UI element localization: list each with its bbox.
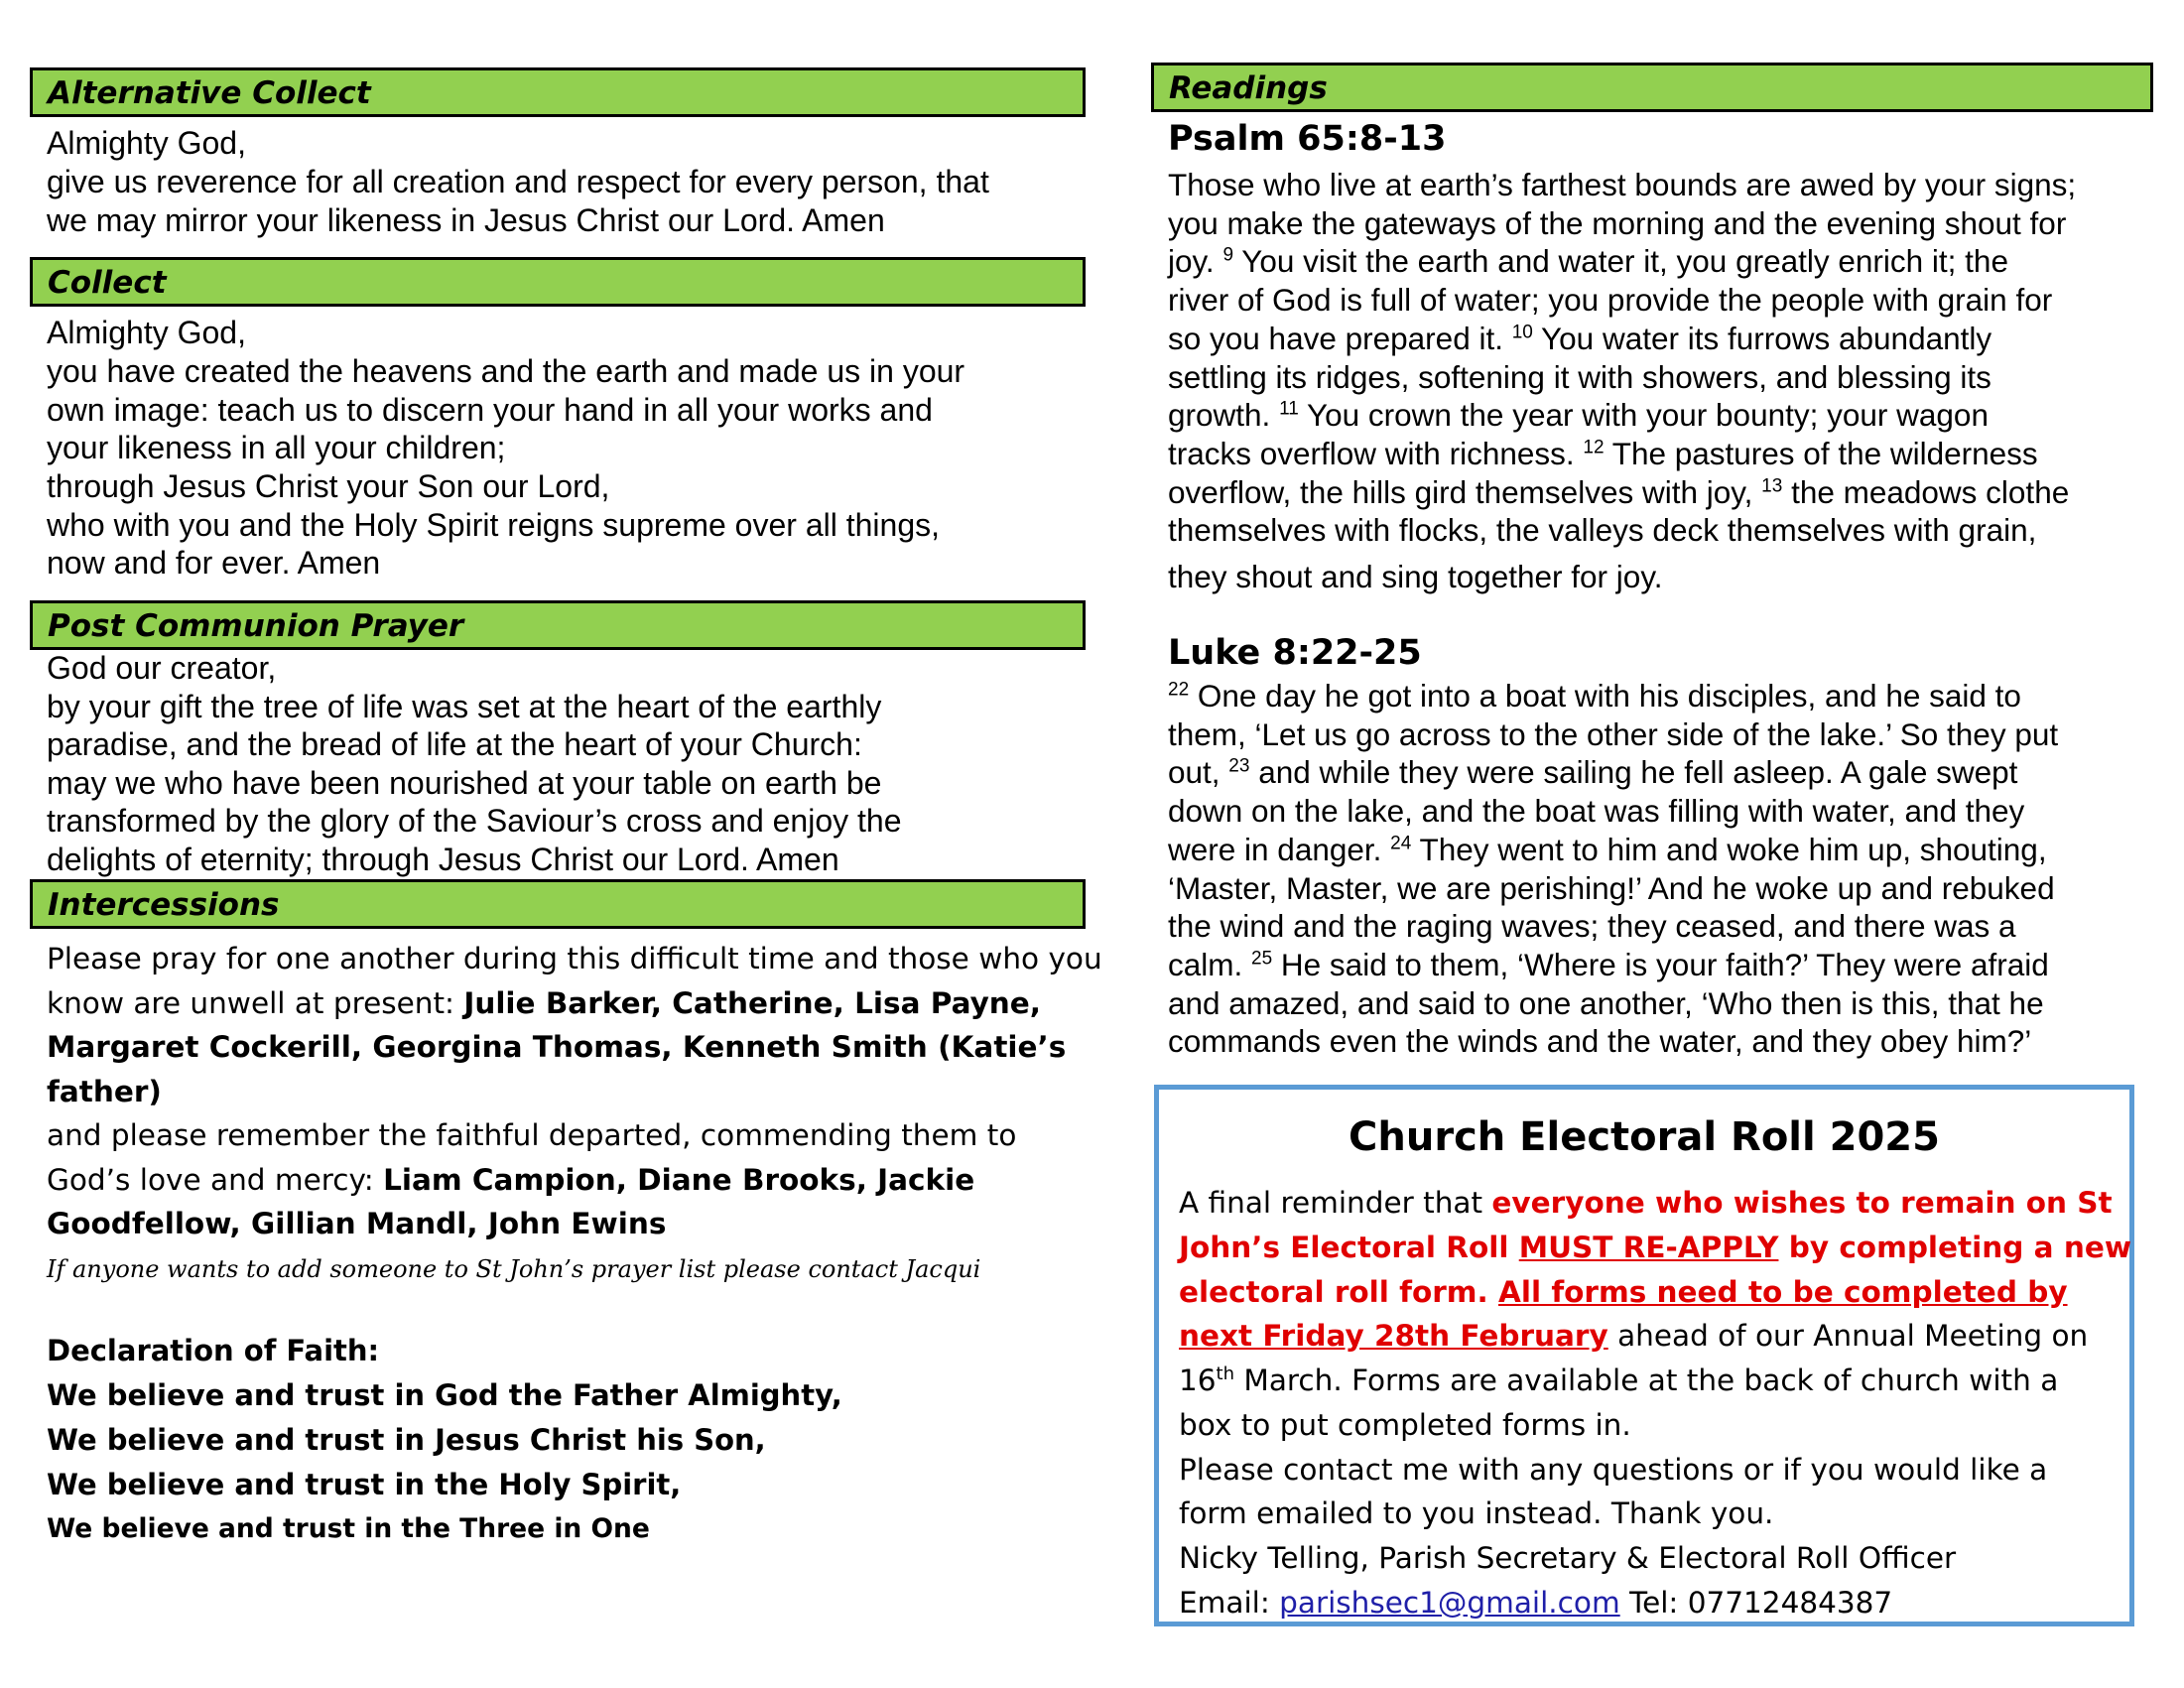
alt-collect-line: give us reverence for all creation and respect for every person, that — [47, 164, 989, 199]
deadline-date: next Friday 28th February — [1179, 1319, 1608, 1353]
roll-line — [1179, 1270, 2068, 1315]
alt-collect-line: we may mirror your likeness in Jesus Christ our Lord. Amen — [47, 202, 885, 238]
intercessions-heading — [30, 879, 1086, 929]
reading-text: were in danger. — [1168, 831, 1391, 867]
reading-line: settling its ridges, softening it with showers, and blessing its — [1168, 358, 1991, 395]
reading-text: One day he got into a boat with his disciples, and he said to — [1189, 678, 2021, 714]
roll-line — [1179, 1359, 2058, 1403]
roll-emphasis: everyone who wishes to remain on St — [1491, 1186, 2113, 1220]
declaration-title: Declaration of Faith: — [47, 1334, 380, 1367]
unwell-names: Julie Barker, Catherine, Lisa Payne, — [463, 986, 1042, 1020]
roll-contact-line — [1179, 1581, 1892, 1625]
collect-heading-text: Collect — [48, 265, 167, 301]
unwell-names: Margaret Cockerill, Georgina Thomas, Kenneth Smith (Katie’s — [47, 1030, 1067, 1064]
electoral-roll-title: Church Electoral Roll 2025 — [1349, 1114, 1940, 1160]
email-label: Email: — [1179, 1586, 1280, 1620]
reading-text: and while they were sailing he fell asleep. A gale swept — [1249, 754, 2018, 791]
intercessions-line — [47, 1070, 1086, 1114]
reading-line — [1168, 677, 2021, 715]
psalm-reference: Psalm 65:8-13 — [1168, 119, 1447, 159]
reading-text: tracks overflow with richness. — [1168, 435, 1584, 471]
electoral-roll-notice — [1154, 1085, 2134, 1626]
reading-line: down on the lake, and the boat was filling with water, and they — [1168, 793, 2025, 830]
intercessions-text: know are unwell at present: — [47, 986, 464, 1020]
verse-number: 22 — [1168, 679, 1190, 701]
intercessions-heading-text: Intercessions — [48, 887, 280, 923]
intercessions-line — [47, 1158, 1086, 1203]
collect-line: your likeness in all your children; — [47, 430, 506, 465]
declaration-line: We believe and trust in Jesus Christ his Son, — [47, 1423, 766, 1457]
post-communion-line: by your gift the tree of life was set at the heart of the earthly — [47, 689, 882, 724]
reading-line — [1168, 320, 1991, 358]
roll-text: 16 — [1179, 1363, 1217, 1397]
readings-heading-text: Readings — [1169, 70, 1328, 106]
reading-text: You visit the earth and water it, you greatly enrich it; the — [1233, 243, 2008, 280]
reading-line: them, ‘Let us go across to the other side of the lake.’ So they put — [1168, 715, 2059, 752]
collect-heading — [30, 257, 1086, 307]
post-communion-line: God our creator, — [47, 650, 277, 686]
collect-line: who with you and the Holy Spirit reigns supreme over all things, — [47, 507, 940, 543]
reading-text: the meadows clothe — [1782, 473, 2070, 510]
alt-collect-line: Almighty God, — [47, 125, 246, 161]
reading-text: calm. — [1168, 946, 1252, 982]
reading-text: joy. — [1168, 243, 1223, 280]
post-communion-line: transformed by the glory of the Saviour’s cross and enjoy the — [47, 803, 902, 839]
reading-line — [1168, 473, 2069, 512]
collect-line: you have created the heavens and the earth and made us in your — [47, 353, 965, 389]
roll-line: Please contact me with any questions or if you would like a — [1179, 1453, 2048, 1487]
reading-text: so you have prepared it. — [1168, 320, 1512, 356]
reading-line — [1168, 753, 2017, 792]
intercessions-line — [47, 981, 1086, 1026]
collect-line: own image: teach us to discern your hand in all your works and — [47, 392, 933, 428]
post-communion-heading-text: Post Communion Prayer — [48, 608, 464, 644]
deadline-emphasis: All forms need to be completed by — [1498, 1275, 2068, 1309]
roll-emphasis: by completing a new — [1778, 1231, 2132, 1264]
roll-text: ahead of our Annual Meeting on — [1607, 1319, 2089, 1353]
reading-line: they shout and sing together for joy. — [1168, 559, 1663, 594]
declaration-line: We believe and trust in the Holy Spirit, — [47, 1468, 682, 1501]
reading-line: river of God is full of water; you provide the people with grain for — [1168, 282, 2053, 319]
intercessions-line: and please remember the faithful departed, commending them to — [47, 1118, 1017, 1152]
must-reapply-emphasis: MUST RE-APPLY — [1518, 1231, 1779, 1264]
verse-number: 11 — [1279, 398, 1299, 420]
roll-text: March. Forms are available at the back of church with a — [1234, 1363, 2059, 1397]
reading-text: You crown the year with your bounty; your wagon — [1298, 397, 1989, 434]
reading-line: and amazed, and said to one another, ‘Who then is this, that he — [1168, 984, 2044, 1021]
roll-text: A final reminder that — [1179, 1186, 1492, 1220]
verse-number: 23 — [1228, 755, 1250, 777]
roll-line — [1179, 1226, 2131, 1270]
unwell-names: father) — [47, 1075, 162, 1108]
roll-line: box to put completed forms in. — [1179, 1408, 1631, 1442]
alternative-collect-heading — [30, 67, 1086, 117]
verse-number: 13 — [1761, 475, 1783, 497]
verse-number: 10 — [1511, 322, 1533, 343]
intercessions-line — [47, 1202, 1086, 1246]
readings-heading — [1151, 63, 2153, 112]
reading-line — [1168, 242, 2008, 281]
alternative-collect-heading-text: Alternative Collect — [48, 75, 371, 111]
reading-text: The pastures of the wilderness — [1604, 435, 2038, 471]
reading-line: you make the gateways of the morning and the evening shout for — [1168, 204, 2067, 241]
reading-text: He said to them, ‘Where is your faith?’ They were afraid — [1272, 946, 2049, 982]
collect-line: Almighty God, — [47, 315, 246, 350]
phone-number: Tel: 07712484387 — [1619, 1586, 1893, 1620]
departed-names: Goodfellow, Gillian Mandl, John Ewins — [47, 1207, 667, 1240]
verse-number: 9 — [1222, 244, 1234, 266]
reading-line: the wind and the raging waves; they ceased, and there was a — [1168, 908, 2016, 945]
roll-signature: Nicky Telling, Parish Secretary & Electoral Roll Officer — [1179, 1541, 1957, 1575]
declaration-line: We believe and trust in the Three in One — [47, 1513, 650, 1544]
reading-line: ‘Master, Master, we are perishing!’ And he woke up and rebuked — [1168, 869, 2055, 906]
reading-line: Those who live at earth’s farthest bounds are awed by your signs; — [1168, 167, 2077, 202]
reading-text: You water its furrows abundantly — [1532, 320, 1992, 356]
reading-line: themselves with flocks, the valleys deck themselves with grain, — [1168, 512, 2037, 549]
roll-emphasis: John’s Electoral Roll — [1179, 1231, 1519, 1264]
verse-number: 25 — [1251, 948, 1273, 970]
intercessions-line — [47, 1025, 1086, 1070]
declaration-line: We believe and trust in God the Father Almighty, — [47, 1378, 842, 1412]
roll-emphasis: electoral roll form. — [1179, 1275, 1498, 1309]
reading-text: out, — [1168, 754, 1229, 791]
roll-line — [1179, 1314, 2088, 1359]
post-communion-heading — [30, 600, 1086, 650]
intercessions-text: God’s love and mercy: — [47, 1163, 384, 1197]
verse-number: 24 — [1390, 833, 1412, 854]
post-communion-line: paradise, and the bread of life at the heart of your Church: — [47, 726, 862, 762]
reading-line — [1168, 946, 2049, 984]
reading-line — [1168, 435, 2038, 473]
collect-line: now and for ever. Amen — [47, 545, 381, 581]
reading-line: commands even the winds and the water, and they obey him?’ — [1168, 1023, 2032, 1060]
post-communion-line: delights of eternity; through Jesus Christ our Lord. Amen — [47, 842, 839, 877]
ordinal-suffix: th — [1216, 1363, 1235, 1385]
verse-number: 12 — [1583, 437, 1605, 458]
collect-line: through Jesus Christ your Son our Lord, — [47, 468, 610, 504]
reading-text: They went to him and woke him up, shouting, — [1411, 831, 2047, 867]
email-link[interactable]: parishsec1@gmail.com — [1279, 1586, 1620, 1620]
intercessions-line: Please pray for one another during this difficult time and those who you — [47, 942, 1102, 975]
luke-reference: Luke 8:22-25 — [1168, 633, 1422, 673]
reading-text: growth. — [1168, 397, 1280, 434]
roll-line: form emailed to you instead. Thank you. — [1179, 1496, 1774, 1530]
reading-line — [1168, 831, 2047, 869]
post-communion-line: may we who have been nourished at your table on earth be — [47, 765, 882, 801]
reading-line — [1168, 396, 1989, 435]
departed-names: Liam Campion, Diane Brooks, Jackie — [383, 1163, 975, 1197]
prayer-list-note: If anyone wants to add someone to St John’s prayer list please contact Jacqui — [47, 1255, 981, 1283]
roll-line — [1179, 1181, 2113, 1226]
reading-text: overflow, the hills gird themselves with joy, — [1168, 473, 1762, 510]
